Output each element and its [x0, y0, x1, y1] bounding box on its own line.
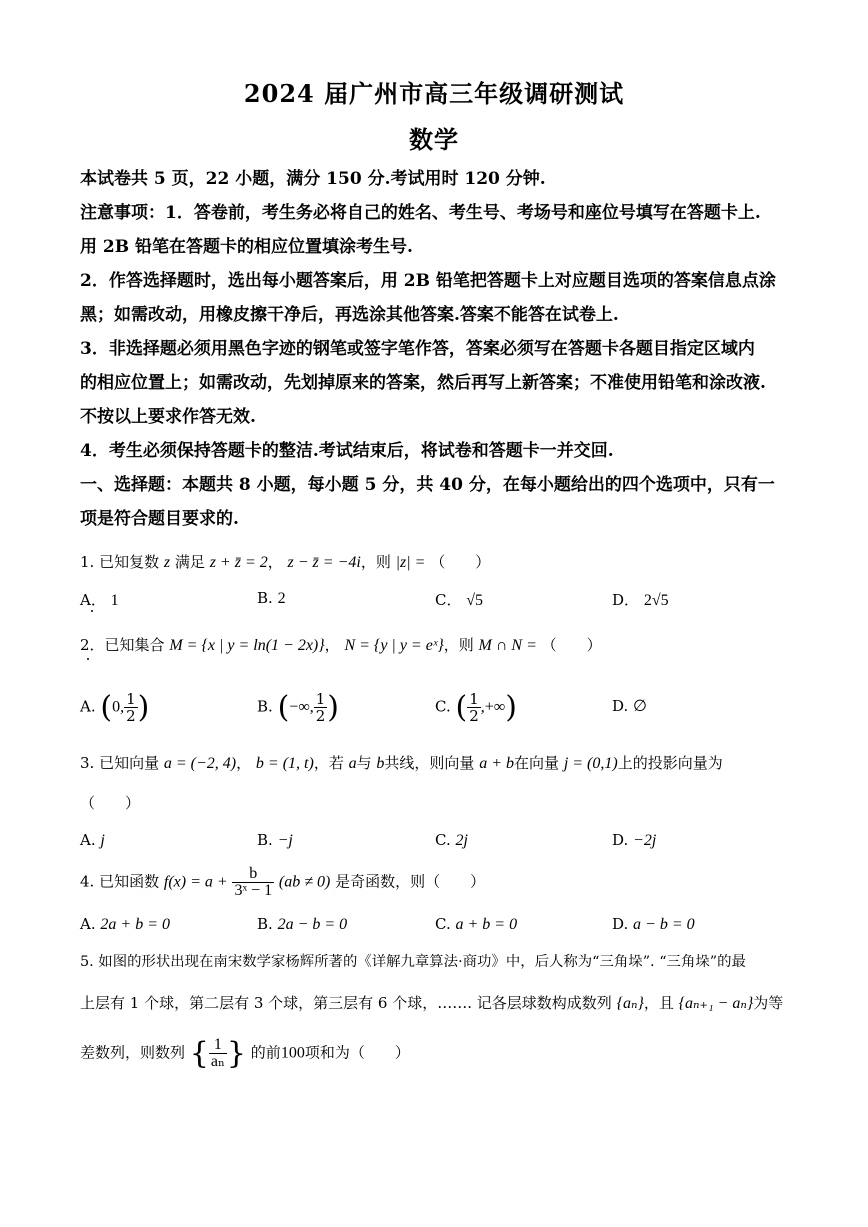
- exam-subject: 数学: [409, 125, 459, 154]
- q2-option-b: B. (−∞, $\frac{1}{2}$ ): [257, 690, 339, 725]
- q1-option-c: C． √5: [435, 591, 484, 609]
- note-2b: 黑；如需改动，用橡皮擦干净后，再选涂其他答案.答案不能答在试卷上.: [80, 305, 619, 325]
- q1-option-a: A． 1: [80, 591, 119, 609]
- q3-option-d: D. −2j: [612, 831, 657, 849]
- q3-prefix: 3. 已知向量: [80, 754, 160, 772]
- q1-option-d: D． 2√5: [612, 591, 669, 609]
- section-heading-b: 项是符合题目要求的.: [80, 509, 239, 529]
- q5-text-e: 的前: [250, 1043, 281, 1062]
- q1-prefix: 1. 已知复数: [80, 553, 160, 571]
- q5-sequence: {aₙ}: [616, 995, 644, 1012]
- q3-answer-blank: （ ）: [80, 794, 141, 812]
- question-4: [80, 866, 485, 899]
- q1-option-b: B. 2: [257, 589, 286, 607]
- q3-text3: 共线，则向量: [384, 754, 475, 772]
- q5-line-2: [80, 992, 783, 1013]
- q3-vector-b: b = (1, t): [255, 755, 314, 772]
- exam-title: 2024 届广州市高三年级调研测试: [243, 79, 625, 108]
- scan-dot: [87, 658, 89, 660]
- q5-text-a: 上层有 1 个球，第二层有 3 个球，第三层有 6 个球，……. 记各层球数构成数列: [80, 994, 612, 1012]
- q4-option-d: D. a − b = 0: [612, 915, 695, 933]
- q5-fraction: $\frac{1}{\text{aₙ}}$: [210, 1036, 225, 1070]
- q4-fraction: $\frac{b}{\text{3ˣ − 1}}$: [234, 865, 273, 899]
- note-3c: 不按以上要求作答无效.: [80, 407, 256, 427]
- q1-sep: ，: [267, 553, 283, 571]
- q5-line-1: 5. 如图的形状出现在南宋数学家杨辉所著的《详解九章算法·商功》中，后人称为“三角垛”. “三角垛”的最: [80, 954, 746, 970]
- note-4: 4．考生必须保持答题卡的整洁.考试结束后，将试卷和答题卡一并交回.: [80, 441, 614, 461]
- q2-option-c: C. ( $\frac{1}{2}$ ,+∞): [435, 690, 517, 725]
- q5-line-3: 差数列，则数列 { $\frac{1}{\text{aₙ}}$ } 的前100项和为（ ）: [80, 1036, 410, 1071]
- question-2: [80, 634, 602, 655]
- q5-text-b: ，且: [643, 994, 674, 1012]
- q3-vector-a: a = (−2, 4): [163, 755, 237, 772]
- q4-option-c: C. a + b = 0: [435, 915, 518, 933]
- q1-text: 满足: [174, 553, 205, 571]
- q3-text2: 与: [356, 754, 372, 772]
- q5-count: 100: [280, 1044, 305, 1062]
- q4-function: f(x) = a +: [163, 873, 228, 891]
- q2-option-a: A. (0, $\frac{1}{2}$ ): [80, 690, 150, 725]
- q3-a-plus-b: a + b: [479, 755, 515, 772]
- q3-option-b: B. −j: [257, 831, 293, 849]
- q3-a: a: [348, 755, 357, 772]
- q4-prefix: 4. 已知函数: [80, 872, 160, 891]
- note-1a: 注意事项：1．答卷前，考生务必将自己的姓名、考生号、考场号和座位号填写在答题卡上.: [80, 203, 761, 223]
- intro-text: 本试卷共 5 页，22 小题，满分 150 分.考试用时 120 分钟.: [80, 169, 546, 189]
- q2-expr: M ∩ N =: [478, 637, 537, 654]
- q5-text-c: 为等: [753, 994, 784, 1012]
- q5-text-d: 差数列，则数列: [80, 1043, 186, 1062]
- q3-sep: ，: [236, 754, 252, 772]
- q1-eq2: z − z̄ = −4i: [287, 554, 361, 571]
- q4-option-a: A. 2a + b = 0: [80, 915, 170, 933]
- note-3b: 的相应位置上；如需改动，先划掉原来的答案，然后再写上新答案；不准使用铅笔和涂改液.: [80, 373, 766, 393]
- section-heading-a: 一、选择题：本题共 8 小题，每小题 5 分，共 40 分，在每小题给出的四个选项中，只有一: [80, 475, 775, 495]
- q2-option-d: D. ∅: [612, 697, 647, 715]
- q1-eq1: z + z̄ = 2: [209, 554, 268, 571]
- q3-option-a: A. j: [80, 831, 105, 849]
- q1-var-z: z: [163, 554, 171, 571]
- note-1b: 用 2B 铅笔在答题卡的相应位置填涂考生号.: [80, 237, 413, 257]
- note-2a: 2．作答选择题时，选出每小题答案后，用 2B 铅笔把答题卡上对应题目选项的答案信息点涂: [80, 271, 776, 291]
- scan-dot: [91, 610, 93, 612]
- question-3: [80, 752, 723, 773]
- q3-option-c: C. 2j: [435, 831, 468, 849]
- q3-vector-j: j = (0,1): [563, 755, 618, 772]
- q1-text2: ，则: [360, 553, 391, 571]
- q2-prefix: 2．已知集合: [80, 636, 165, 654]
- q3-text5: 上的投影向量为: [617, 754, 723, 772]
- q4-condition: (ab ≠ 0): [278, 873, 331, 891]
- q2-text: ，则: [443, 636, 474, 654]
- q3-b: b: [376, 755, 385, 772]
- question-1: [80, 551, 490, 572]
- q4-text: 是奇函数，则（ ）: [335, 872, 486, 891]
- q2-answer-blank: （ ）: [541, 636, 602, 654]
- q3-text1: ，若: [313, 754, 344, 772]
- q4-option-b: B. 2a − b = 0: [257, 915, 348, 933]
- note-3a: 3．非选择题必须用黑色字迹的钢笔或签字笔作答，答案必须写在答题卡各题目指定区域内: [80, 339, 755, 359]
- q2-sep: ，: [324, 636, 340, 654]
- q1-abs: |z| =: [395, 554, 426, 571]
- q3-text4: 在向量: [514, 754, 560, 772]
- q2-set-n: N = {y | y = eˣ}: [344, 637, 444, 654]
- q2-set-m: M = {x | y = ln(1 − 2x)}: [169, 637, 325, 654]
- q5-diff-sequence: {aₙ₊₁ − aₙ}: [678, 995, 754, 1012]
- q5-text-f: 项和为（ ）: [304, 1043, 410, 1062]
- q1-answer-blank: （ ）: [430, 553, 491, 571]
